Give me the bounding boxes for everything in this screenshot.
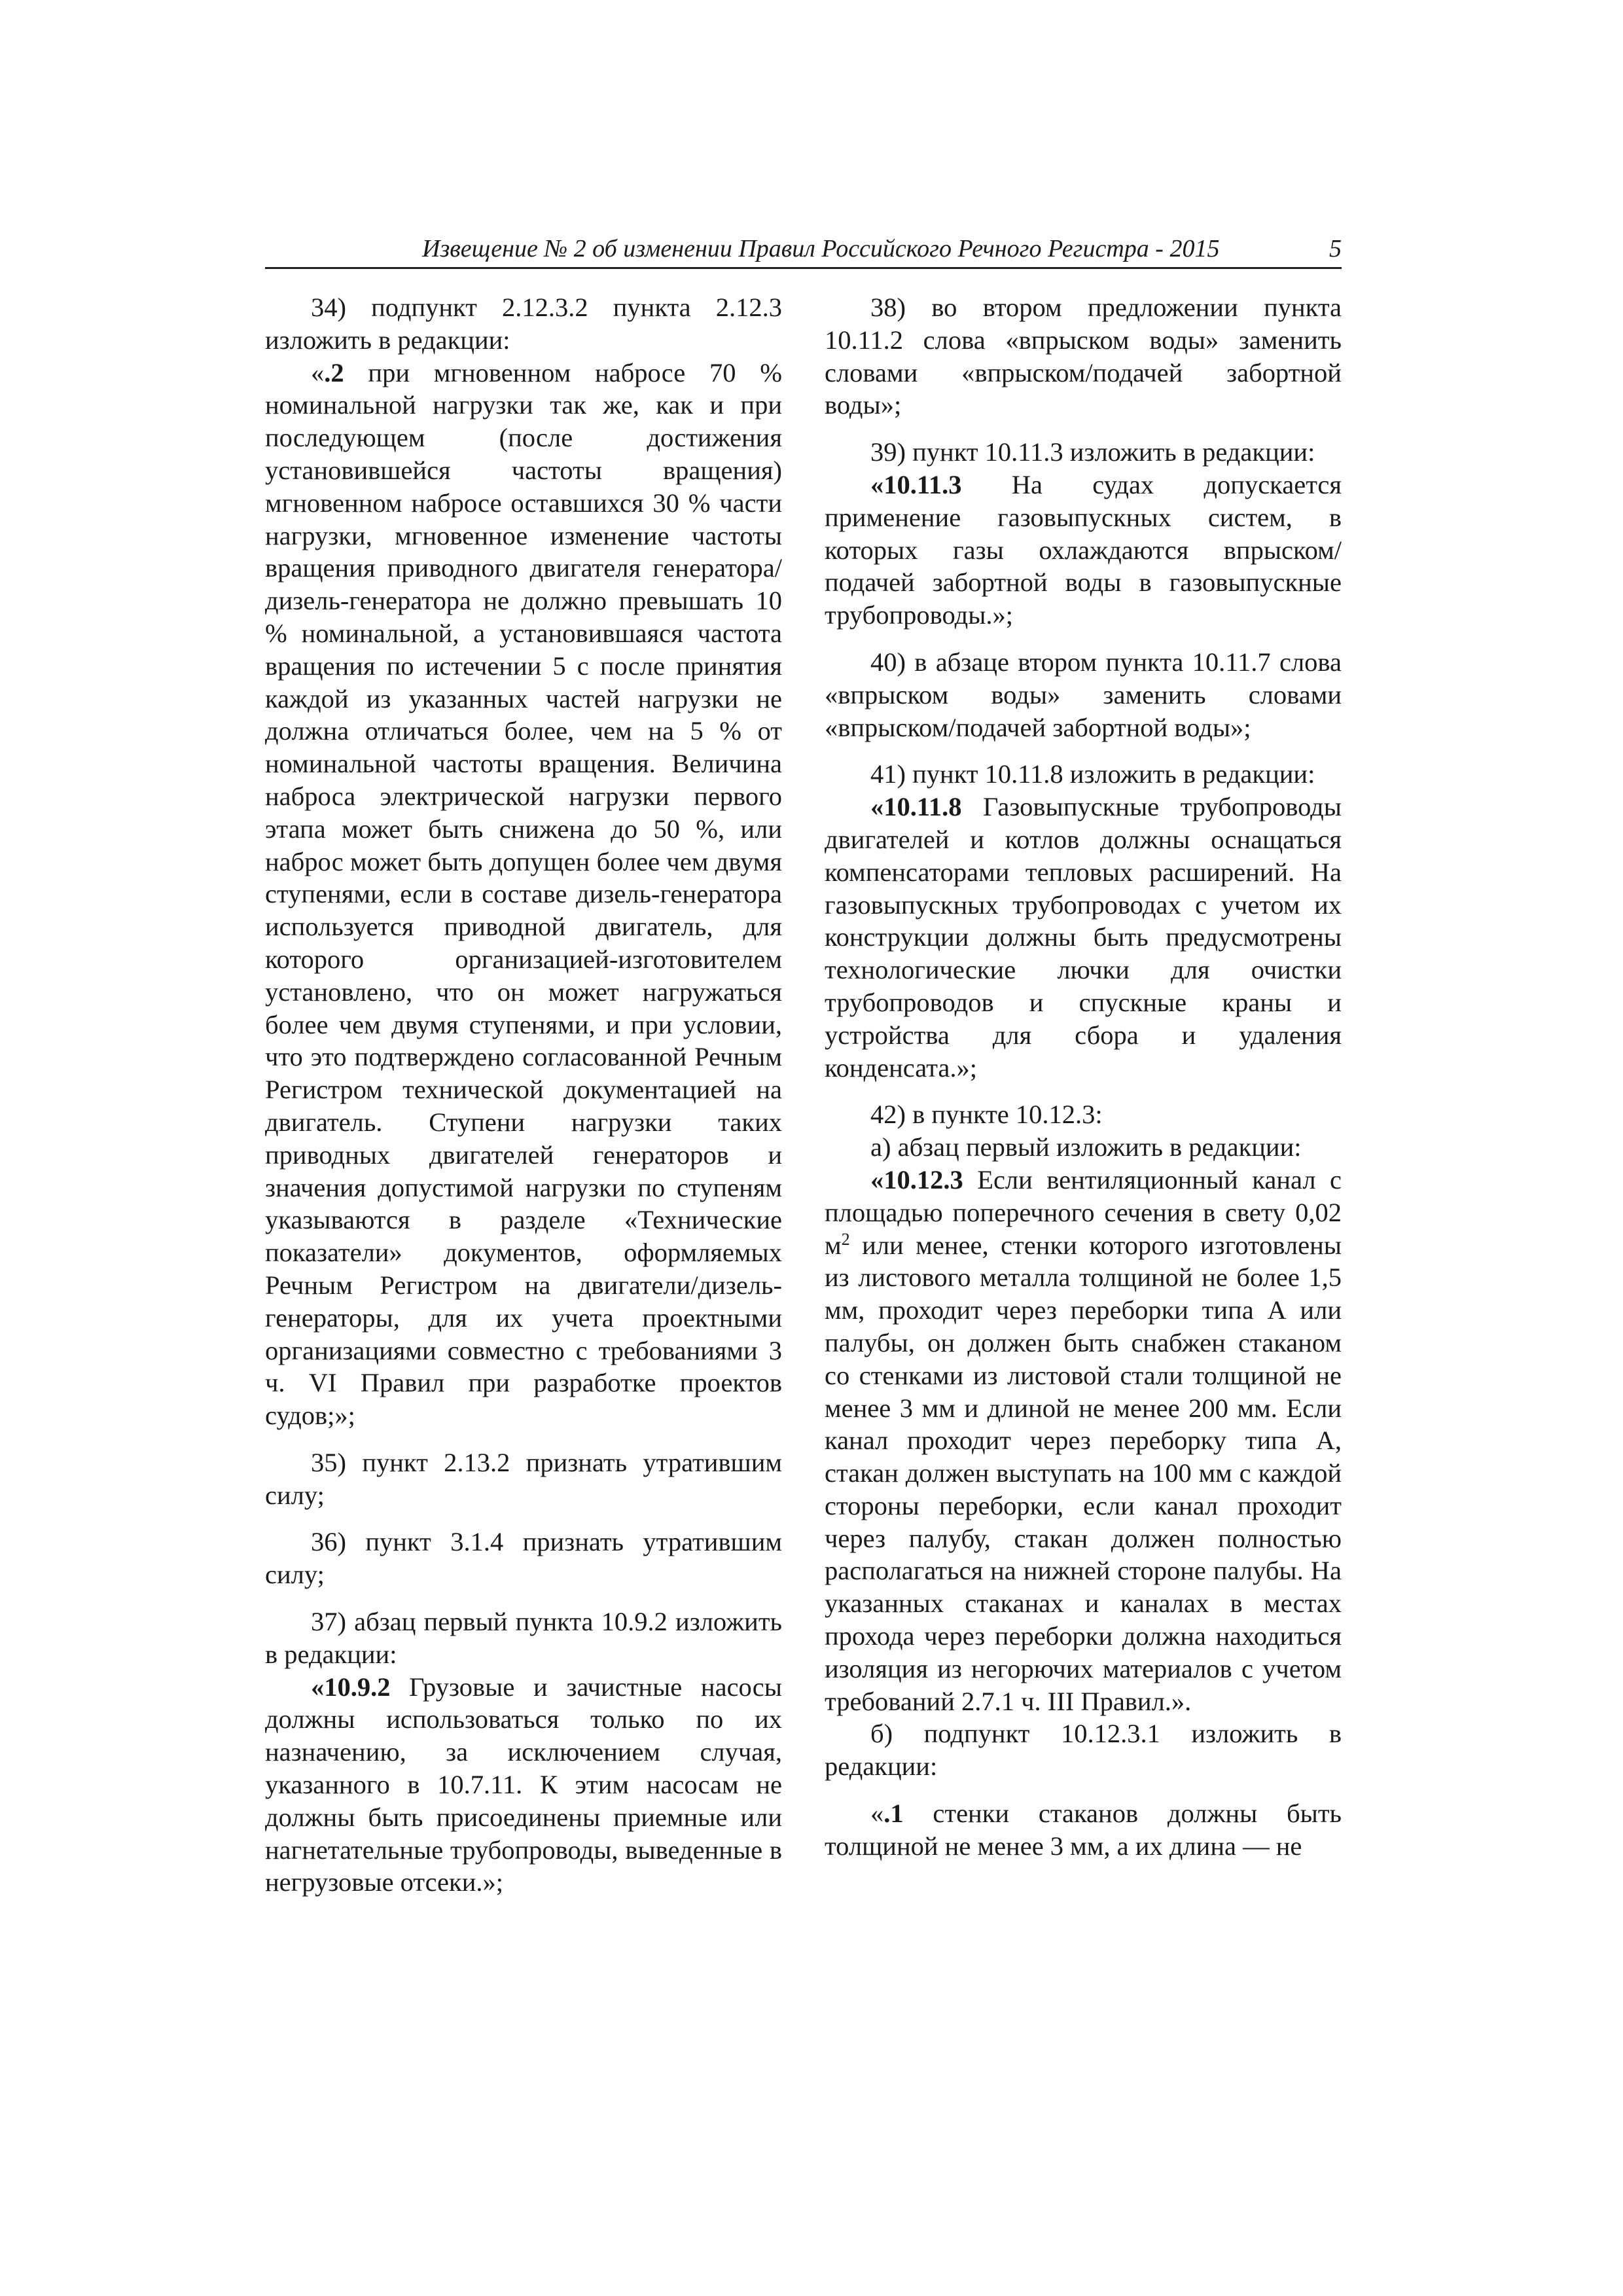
item-42-b: б) подпункт 10.12.3.1 изложить в редакции: — [825, 1719, 1342, 1782]
quote-open: « — [311, 357, 325, 387]
item-37: 37) абзац первый пункта 10.9.2 изложить в редакции: — [265, 1607, 782, 1669]
right-column — [825, 291, 1342, 1863]
item-41: 41) пункт 10.11.8 изложить в редакции: — [870, 759, 1315, 789]
clause-number: «10.11.3 — [870, 469, 962, 499]
page-header — [265, 234, 1342, 269]
item-41-quote — [825, 791, 1342, 1084]
quote-open: « — [870, 1799, 884, 1829]
clause-text-cont: или менее, стенки которого изготовлены из листового металла толщиной не более 1,5 мм, проходит через переборки типа А или палубы, он должен быть снабжен стаканом со стенками из листовой стали толщиной не менее 3 мм и длиной не менее 200 мм. Если канал проходит через переборку типа А, стакан должен выступать на 100 мм с каждой стороны переборки, если канал проходит через палубу, стакан должен полностью располагаться на нижней стороне палубы. На указанных стаканах и каналах в местах прохода через переборки должна находиться изоляция из негорючих материалов с учетом требований 2.7.1 ч. III Правил.». — [825, 1230, 1342, 1716]
item-39-quote — [825, 469, 1342, 632]
item-42-b-quote — [825, 1797, 1342, 1863]
clause-text: Газовыпускные трубопроводы двигателей и котлов должны оснащаться компенсаторами тепловых расширений. На газовыпускных трубопроводах с учетом их конструкции должны быть предусмотрены технологические лючки для очистки трубопроводов и спускные краны и устройства для сбора и удаления конденсата.»; — [825, 792, 1342, 1083]
clause-number: «10.9.2 — [311, 1672, 391, 1702]
clause-number: «10.11.8 — [870, 792, 962, 822]
left-column — [265, 291, 782, 1899]
item-36: 36) пункт 3.1.4 признать утратившим силу; — [265, 1527, 782, 1590]
item-42: 42) в пункте 10.12.3: — [870, 1100, 1103, 1130]
clause-text: стенки стаканов должны быть толщиной не менее 3 мм, а их длина — не — [825, 1799, 1342, 1861]
item-35: 35) пункт 2.13.2 признать утратившим силу; — [265, 1447, 782, 1510]
item-34: 34) подпункт 2.12.3.2 пункта 2.12.3 изложить в редакции: — [265, 293, 782, 355]
clause-text: Если вентиляционный канал с площадью поперечного сечения в свету 0,02 м — [825, 1164, 1342, 1260]
clause-text: при мгновенном набросе 70 % номинальной нагрузки так же, как и при последующем (после достижения установившейся частоты вращения) мгновенном набросе оставшихся 30 % части нагрузки, мгновенное изменение частоты вращения приводного двигателя генератора/дизель-генератора не должно превышать 10 % номинальной, а установившаяся частота вращения по истечении 5 с после принятия каждой из указанных частей нагрузки не должна отличаться более, чем на 5 % от номинальной частоты вращения. Величина наброса электрической нагрузки первого этапа может быть снижена до 50 %, или наброс может быть допущен более чем двумя ступенями, если в составе дизель-генератора используется приводной двигатель, для которого организацией-изготовителем установлено, что он может нагружаться более чем двумя ступенями, и при условии, что это подтверждено согласованной Речным Регистром технической документацией на двигатель. Ступени нагрузки таких приводных двигателей генераторов и значения допустимой нагрузки по ступеням указываются в разделе «Технические показатели» документов, оформляемых Речным Регистром на двигатели/дизель-генераторы, для их учета проектными организациями совместно с требованиями 3 ч. VI Правил при разработке проектов судов;»; — [265, 357, 782, 1431]
clause-number: .1 — [883, 1799, 904, 1829]
clause-number: «10.12.3 — [870, 1164, 963, 1194]
running-title: Извещение № 2 об изменении Правил Российского Речного Регистра - 2015 — [422, 235, 1220, 262]
item-38: 38) во втором предложении пункта 10.11.2 слова «впрыском воды» заменить словами «впрыском/подачей забортной воды»; — [825, 293, 1342, 420]
item-39: 39) пункт 10.11.3 изложить в редакции: — [870, 437, 1315, 467]
item-42-a-quote — [825, 1164, 1342, 1718]
clause-text: На судах допускается применение газовыпускных систем, в которых газы охлаждаются впрыском/подачей забортной воды в газовыпускные трубопроводы.»; — [825, 469, 1342, 630]
superscript: 2 — [841, 1229, 850, 1249]
item-37-quote — [265, 1671, 782, 1899]
item-40: 40) в абзаце втором пункта 10.11.7 слова «впрыском воды» заменить словами «впрыском/подачей забортной воды»; — [825, 647, 1342, 742]
clause-number: .2 — [324, 357, 344, 387]
clause-text: Грузовые и зачистные насосы должны использоваться только по их назначению, за исключением случая, указанного в 10.7.11. К этим насосам не должны быть присоединены приемные или нагнетательные трубопроводы, выведенные в негрузовые отсеки.»; — [265, 1672, 782, 1897]
item-42-a: а) абзац первый изложить в редакции: — [870, 1132, 1302, 1162]
page-number: 5 — [1329, 235, 1342, 262]
item-34-quote — [265, 357, 782, 1432]
